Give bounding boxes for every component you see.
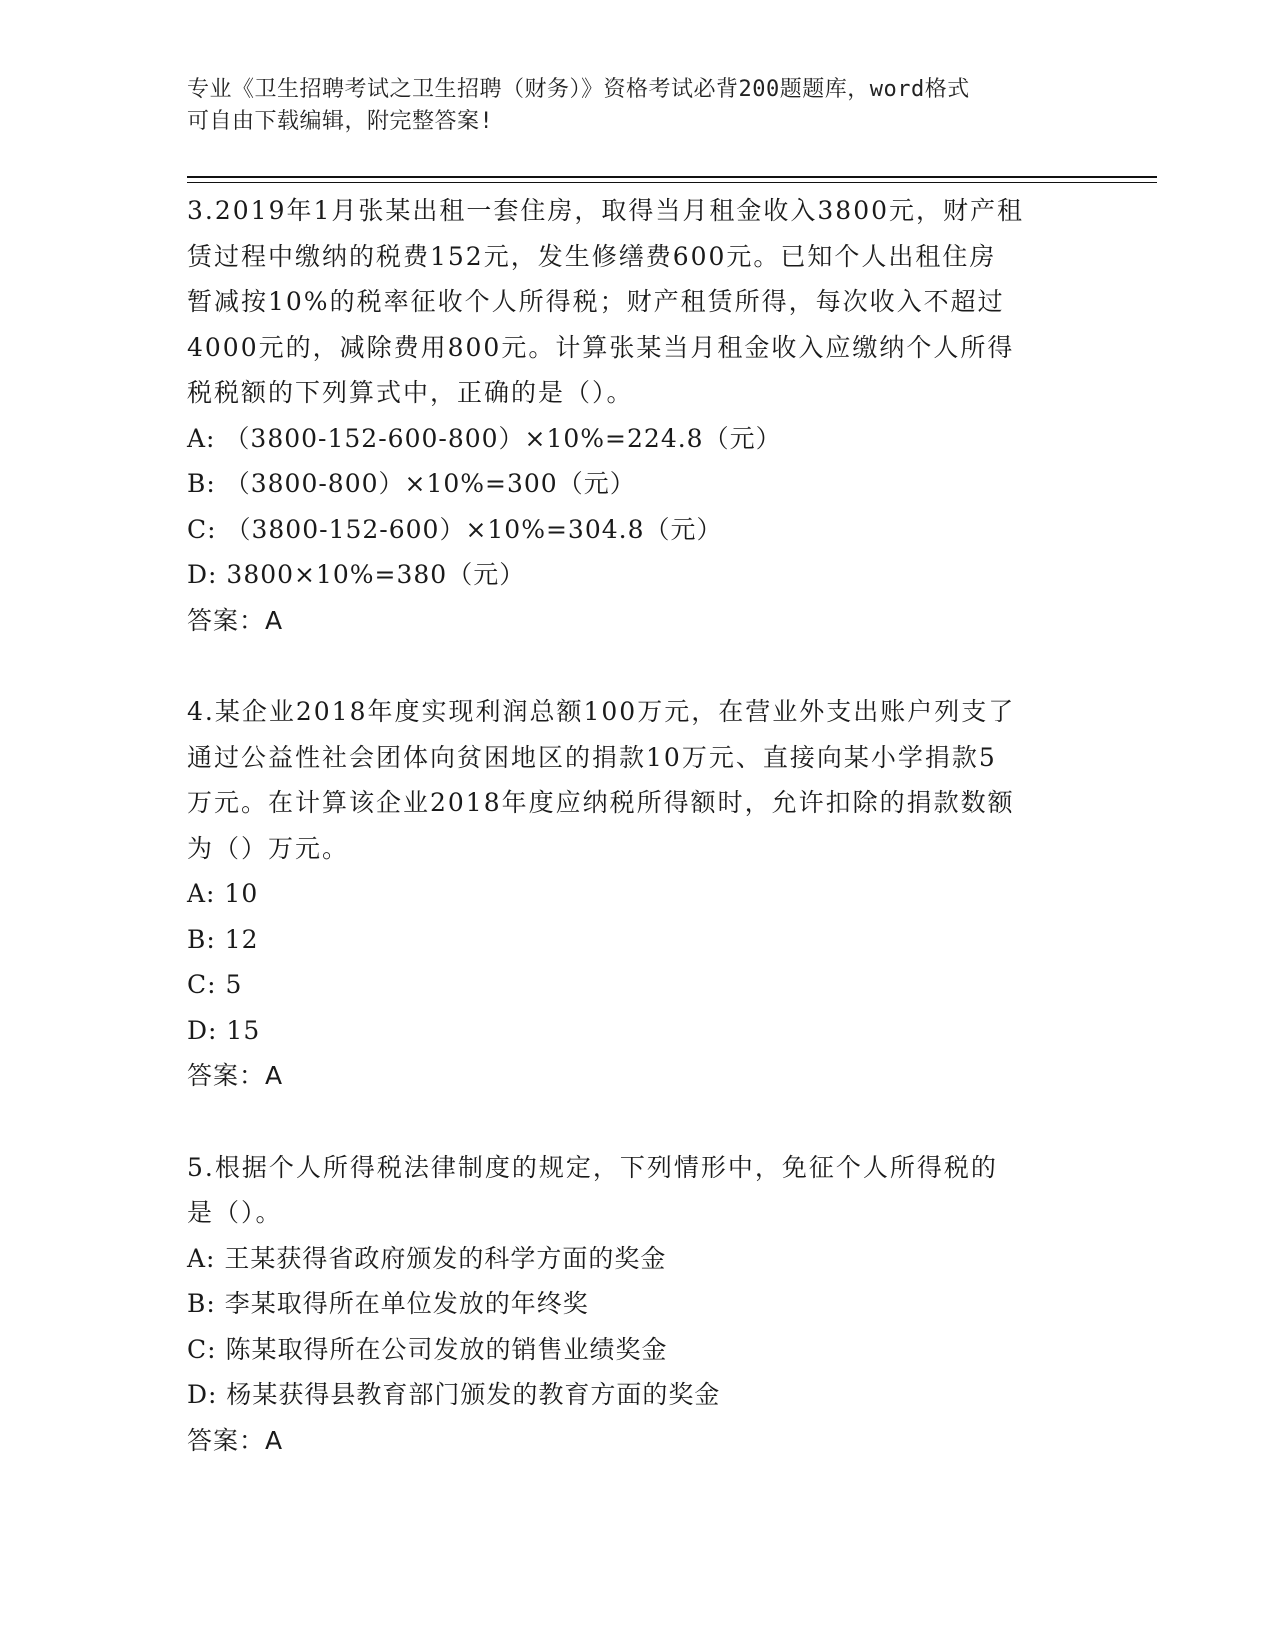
question-4-text-line: 为（）万元。: [187, 833, 350, 863]
question-3-option-d: D: 3800×10%=380（元）: [187, 560, 526, 589]
question-4-option-a: A: 10: [187, 879, 259, 908]
question-3-option-a: A: （3800-152-600-800）×10%=224.8（元）: [187, 423, 782, 453]
question-3-option-c: C: （3800-152-600）×10%=304.8（元）: [187, 514, 723, 544]
question-3-text-line: 3.2019年1月张某出租一套住房，取得当月租金收入3800元，财产租: [187, 196, 1025, 225]
question-4-text-line: 4.某企业2018年度实现利润总额100万元，在营业外支出账户列支了: [187, 697, 1016, 726]
question-3-answer: 答案：A: [187, 605, 284, 635]
question-spacer: [187, 643, 1087, 689]
header-title-line-1: 专业《卫生招聘考试之卫生招聘（财务）》资格考试必背200题题库，word格式: [187, 77, 970, 102]
question-3-text-line: 税税额的下列算式中，正确的是（）。: [187, 378, 634, 407]
question-3-option-b: B: （3800-800）×10%=300（元）: [187, 469, 636, 498]
header-title-line-2: 可自由下载编辑，附完整答案!: [187, 109, 494, 134]
question-5: [187, 1145, 1087, 1464]
question-5-option-d: D: 杨某获得县教育部门颁发的教育方面的奖金: [187, 1380, 721, 1409]
document-header: [187, 74, 1067, 138]
question-spacer: [187, 1099, 1087, 1145]
question-3-text-line: 赁过程中缴纳的税费152元，发生修缮费600元。已知个人出租住房: [187, 241, 997, 271]
question-4-option-c: C: 5: [187, 970, 243, 999]
question-3-text-line: 4000元的，减除费用800元。计算张某当月租金收入应缴纳个人所得: [187, 332, 1015, 362]
question-5-text-line: 5.根据个人所得税法律制度的规定，下列情形中，免征个人所得税的: [187, 1152, 998, 1182]
question-4-option-d: D: 15: [187, 1015, 261, 1045]
question-3-text-line: 暂减按10%的税率征收个人所得税；财产租赁所得，每次收入不超过: [187, 287, 1005, 316]
question-5-option-b: B: 李某取得所在单位发放的年终奖: [187, 1289, 589, 1318]
header-divider-thin: [187, 182, 1157, 183]
header-divider-thick: [187, 176, 1157, 178]
question-list: [187, 188, 1087, 1463]
question-3: [187, 188, 1087, 643]
question-5-text-line: 是（）。: [187, 1198, 283, 1227]
question-4-option-b: B: 12: [187, 924, 259, 954]
question-5-option-c: C: 陈某取得所在公司发放的销售业绩奖金: [187, 1334, 668, 1364]
question-4-text-line: 通过公益性社会团体向贫困地区的捐款10万元、直接向某小学捐款5: [187, 742, 997, 772]
question-5-answer: 答案：A: [187, 1425, 284, 1455]
question-5-option-a: A: 王某获得省政府颁发的科学方面的奖金: [187, 1243, 667, 1273]
question-4: [187, 689, 1087, 1099]
question-4-answer: 答案：A: [187, 1061, 284, 1090]
question-4-text-line: 万元。在计算该企业2018年度应纳税所得额时，允许扣除的捐款数额: [187, 788, 1015, 817]
